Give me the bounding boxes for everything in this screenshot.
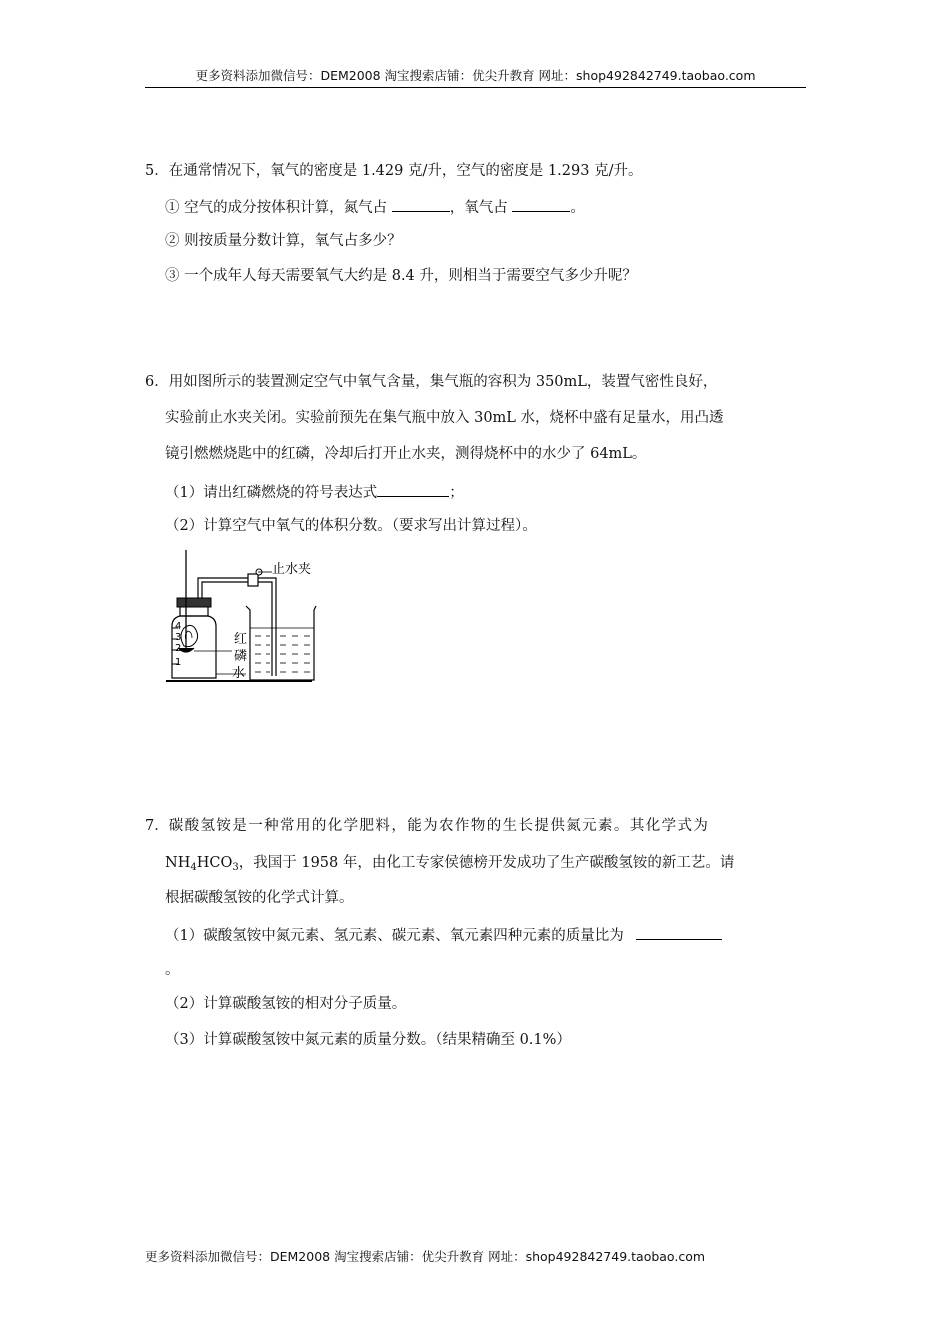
beaker [246, 606, 316, 680]
label-clamp: 止水夹 [272, 562, 312, 577]
q5-sub1-pre: ① 空气的成分按体积计算，氮气占 [165, 200, 392, 216]
glass-tube-right [258, 578, 276, 676]
q7-formula: $NH_4HCO_3$ [165, 855, 239, 873]
q6-line3: 镜引燃燃烧匙中的红磷，冷却后打开止水夹，测得烧杯中的水少了 64mL。 [165, 446, 647, 462]
q7-line2 [165, 852, 734, 874]
label-red: 红 [234, 632, 248, 647]
q5-stem-text: 在通常情况下，氧气的密度是 1.429 克/升，空气的密度是 1.293 克/升。 [168, 163, 643, 179]
q7-line2-rest: ，我国于 1958 年，由化工专家侯德榜开发成功了生产碳酸氢铵的新工艺。请 [238, 855, 735, 871]
q7-sub2: （2）计算碳酸氢铵的相对分子质量。 [165, 996, 407, 1012]
q5-blank-nitrogen[interactable] [392, 195, 450, 212]
q7-sub1 [165, 923, 722, 947]
q5-sub1-end: 。 [570, 200, 585, 216]
q5-sub3: ③ 一个成年人每天需要氧气大约是 8.4 升，则相当于需要空气多少升呢？ [165, 268, 637, 284]
q6-sub2: （2）计算空气中氧气的体积分数。（要求写出计算过程）。 [165, 518, 537, 534]
q7-sub1-text: （1）碳酸氢铵中氮元素、氢元素、碳元素、氧元素四种元素的质量比为 [165, 928, 624, 944]
q6-sub1-end: ； [449, 485, 464, 501]
q6-sub1 [165, 480, 464, 504]
q6-line1-text: 用如图所示的装置测定空气中氧气含量，集气瓶的容积为 350mL，装置气密性良好， [168, 374, 718, 390]
q6-number: 6． [145, 374, 169, 390]
q5-sub1-mid: ，氧气占 [449, 200, 513, 216]
label-phosphorus: 磷 [234, 649, 248, 664]
label-water: 水 [232, 666, 246, 681]
q6-blank-equation[interactable] [377, 480, 449, 497]
glass-tube-left [198, 578, 248, 598]
scale-mark-4: 4 [175, 621, 182, 632]
scale-mark-3: 3 [175, 632, 182, 643]
page-header: 更多资料添加微信号：DEM2008 淘宝搜索店铺：优尖升教育 网址：shop492842749.taobao.com [195, 68, 756, 83]
smoke-icon [181, 625, 198, 646]
q5-stem [145, 160, 642, 182]
q5-blank-oxygen[interactable] [512, 195, 570, 212]
scale-mark-2: 2 [175, 643, 182, 654]
q7-number: 7． [145, 818, 169, 834]
beaker-water [255, 636, 310, 672]
q5-sub2: ② 则按质量分数计算，氧气占多少？ [165, 233, 402, 249]
q6-line2: 实验前止水夹关闭。实验前预先在集气瓶中放入 30mL 水，烧杯中盛有足量水，用凸透 [165, 410, 724, 426]
clamp-icon [248, 574, 258, 586]
q7-sub3: （3）计算碳酸氢铵中氮元素的质量分数。（结果精确至 0.1%） [165, 1032, 571, 1048]
q7-line1-text: 碳酸氢铵是一种常用的化学肥料，能为农作物的生长提供氮元素。其化学式为 [168, 818, 710, 834]
q5-number: 5． [145, 163, 169, 179]
q6-line1 [145, 371, 717, 393]
q6-sub1-pre: （1）请出红磷燃烧的符号表达式 [165, 485, 378, 501]
page-footer: 更多资料添加微信号：DEM2008 淘宝搜索店铺：优尖升教育 网址：shop492842749.taobao.com [145, 1249, 706, 1264]
q7-sub1-end: 。 [165, 962, 180, 978]
scale-mark-1: 1 [175, 657, 182, 668]
q7-line1 [145, 815, 709, 837]
q7-line3: 根据碳酸氢铵的化学式计算。 [165, 890, 354, 906]
q5-sub1 [165, 195, 585, 219]
rubber-stopper [177, 598, 211, 607]
q7-blank-mass-ratio[interactable] [636, 923, 722, 940]
header-divider [145, 87, 806, 88]
apparatus-figure [160, 548, 340, 690]
